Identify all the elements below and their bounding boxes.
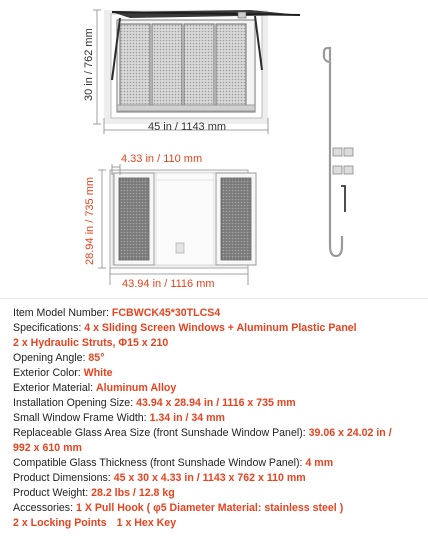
top-width-label: 45 in / 1143 mm <box>148 121 227 133</box>
spec-accessories-more: 2 x Locking Points 1 x Hex Key <box>13 517 177 529</box>
hex-key-illustration <box>341 186 345 212</box>
spec-installation-opening-size: Installation Opening Size: 43.94 x 28.94 in / 1116 x 735 mm <box>13 397 296 409</box>
spec-specifications: Specifications: 4 x Sliding Screen Windows + Aluminum Plastic Panel <box>13 322 357 334</box>
spec-exterior-material: Exterior Material: Aluminum Alloy <box>13 382 177 394</box>
specifications-panel <box>0 298 428 541</box>
spec-replaceable-glass-area-mm: 992 x 610 mm <box>13 442 82 454</box>
spec-small-window-frame-width: Small Window Frame Width: 1.34 in / 34 mm <box>13 412 225 424</box>
spec-item-model-number: Item Model Number: FCBWCK45*30TLCS4 <box>13 307 221 319</box>
front-height-label: 28.94 in / 735 mm <box>84 176 96 265</box>
spec-product-dimensions: Product Dimensions: 45 x 30 x 4.33 in / 1143 x 762 x 110 mm <box>13 472 306 484</box>
spec-exterior-color: Exterior Color: White <box>13 367 113 379</box>
spec-compatible-glass-thickness: Compatible Glass Thickness (front Sunshade Window Panel): 4 mm <box>13 457 334 469</box>
front-width-label: 43.94 in / 1116 mm <box>122 278 215 290</box>
spec-product-weight: Product Weight: 28.2 lbs / 12.8 kg <box>13 487 175 499</box>
top-height-label: 30 in / 762 mm <box>83 28 95 101</box>
locking-points-illustration <box>333 148 353 174</box>
front-depth-label: 4.33 in / 110 mm <box>121 153 203 165</box>
spec-opening-angle: Opening Angle: 85° <box>13 352 105 364</box>
spec-hydraulic-struts: 2 x Hydraulic Struts, Φ15 x 210 <box>13 337 169 349</box>
spec-accessories: Accessories: 1 X Pull Hook ( φ5 Diameter Material: stainless steel ) <box>13 502 344 514</box>
spec-replaceable-glass-area: Replaceable Glass Area Size (front Sunshade Window Panel): 39.06 x 24.02 in / <box>13 427 392 439</box>
window-front-view <box>110 170 256 268</box>
window-top-view <box>104 10 300 124</box>
